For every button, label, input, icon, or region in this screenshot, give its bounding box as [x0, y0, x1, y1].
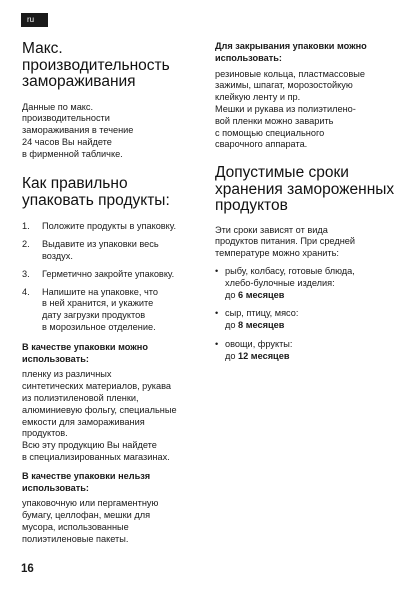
- step-item: [22, 239, 210, 263]
- step-number: 4.: [22, 286, 30, 297]
- storage-term-item: [215, 308, 397, 332]
- step-item: [22, 269, 210, 281]
- step-text: Напишите на упаковке, что в ней хранится, и укажите дату загрузки продуктов в морозильное отделение.: [42, 286, 158, 333]
- closing-heading: Для закрывания упаковки можно использовать:: [215, 41, 367, 63]
- storage-terms-list: [215, 266, 397, 363]
- suitable-packaging-heading: В качестве упаковки можно использовать:: [22, 341, 148, 364]
- section-title-storage-terms: Допустимые сроки хранения замороженных продуктов: [215, 164, 395, 215]
- storage-term-duration: 12 месяцев: [238, 350, 290, 361]
- storage-term-item: [215, 339, 397, 363]
- section-title-packaging: Как правильно упаковать продукты:: [22, 175, 170, 209]
- closing-text: резиновые кольца, пластмассовые зажимы, шпагат, морозостойкую клейкую ленту и пр. Мешки и рукава из полиэтилено- вой пленки можно заварить с помощью специального сварочного аппарата.: [215, 68, 366, 150]
- storage-term-prefix: до: [225, 320, 239, 331]
- storage-term-content: [225, 266, 355, 301]
- storage-term-content: [225, 339, 292, 363]
- storage-term-duration: 8 месяцев: [238, 320, 285, 331]
- right-column: [215, 41, 397, 363]
- storage-term-text: рыбу, колбасу, готовые блюда, хлебо-булочные изделия:: [225, 266, 355, 288]
- storage-term-text: овощи, фрукты:: [225, 339, 293, 350]
- step-item: [22, 221, 210, 233]
- step-number: 3.: [22, 268, 30, 279]
- step-number: 1.: [22, 221, 30, 232]
- storage-term-text: сыр, птицу, мясо:: [225, 308, 299, 319]
- section-title-max-freezing: Макс. производительность замораживания: [22, 40, 170, 90]
- step-item: [22, 287, 210, 334]
- storage-term-duration: 6 месяцев: [238, 289, 285, 300]
- suitable-packaging-text: пленку из различных синтетических материалов, рукава из полиэтиленовой пленки, алюминиевую фольгу, специальные емкости для замораживания продуктов. Всю эту продукцию Вы найдете в специализированных магазинах.: [22, 369, 177, 463]
- storage-intro-text: Эти сроки зависят от вида продуктов питания. При средней температуре можно хранить:: [215, 224, 356, 259]
- left-column: [22, 41, 210, 546]
- storage-term-prefix: до: [225, 289, 239, 300]
- bullet: •: [215, 339, 219, 350]
- max-freezing-text: Данные по макс. производительности замораживания в течение 24 часов Вы найдете в фирменной табличке.: [22, 101, 134, 159]
- unsuitable-packaging-text: упаковочную или пергаментную бумагу, целлофан, мешки для мусора, использованные полиэтиленовые пакеты.: [22, 498, 159, 544]
- page-number: 16: [21, 563, 34, 575]
- step-text: Выдавите из упаковки весь воздух.: [42, 239, 159, 262]
- bullet: •: [215, 266, 219, 277]
- storage-term-prefix: до: [225, 350, 239, 361]
- storage-term-content: [225, 308, 298, 332]
- packaging-steps: [22, 221, 210, 333]
- language-tab: ru: [21, 13, 48, 27]
- unsuitable-packaging-heading: В качестве упаковки нельзя использовать:: [22, 470, 151, 493]
- bullet: •: [215, 308, 219, 319]
- step-text: Положите продукты в упаковку.: [42, 221, 177, 232]
- step-text: Герметично закройте упаковку.: [42, 268, 175, 279]
- step-number: 2.: [22, 239, 30, 250]
- storage-term-item: [215, 266, 397, 301]
